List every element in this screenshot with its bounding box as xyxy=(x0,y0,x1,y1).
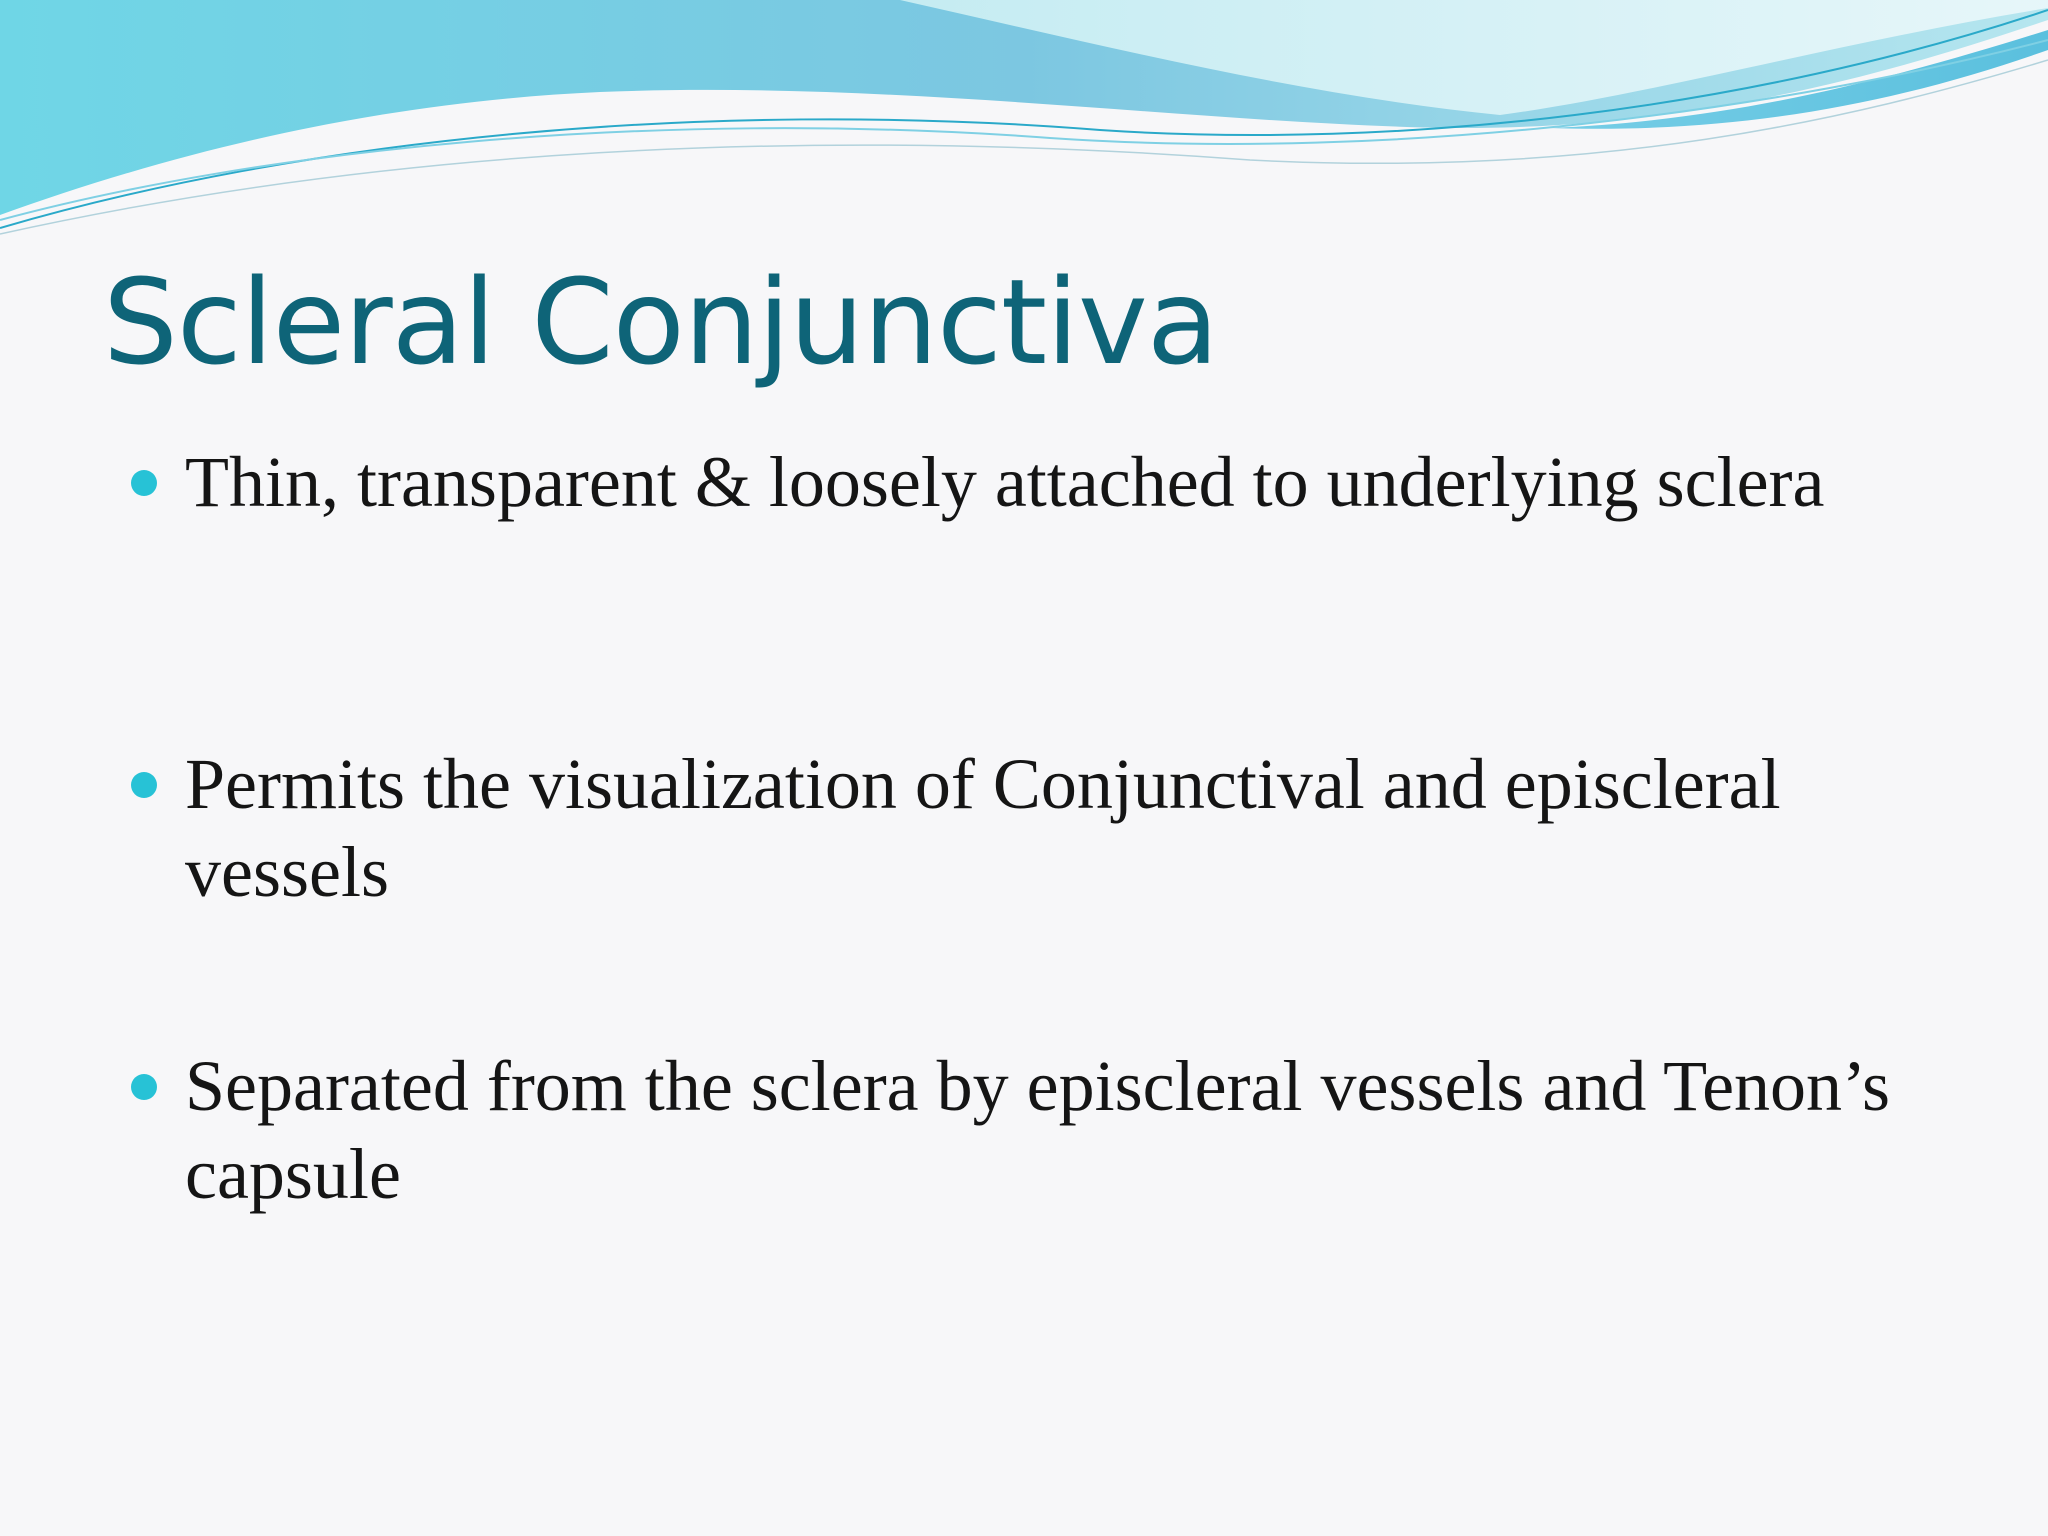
bullet-dot-icon xyxy=(131,772,157,798)
bullet-item xyxy=(185,740,1905,916)
bullet-text: Thin, transparent & loosely attached to underlying sclera xyxy=(185,442,1825,522)
slide-title: Scleral Conjunctiva xyxy=(103,253,1219,391)
header-wave-decoration xyxy=(0,0,2048,240)
bullet-item xyxy=(185,438,1905,526)
bullet-text: Separated from the sclera by episcleral vessels and Tenon’s capsule xyxy=(185,1046,1891,1214)
bullet-dot-icon xyxy=(131,1074,157,1100)
bullet-item xyxy=(185,1042,1905,1218)
bullet-dot-icon xyxy=(131,470,157,496)
bullet-text: Permits the visualization of Conjunctival and episcleral vessels xyxy=(185,744,1781,912)
